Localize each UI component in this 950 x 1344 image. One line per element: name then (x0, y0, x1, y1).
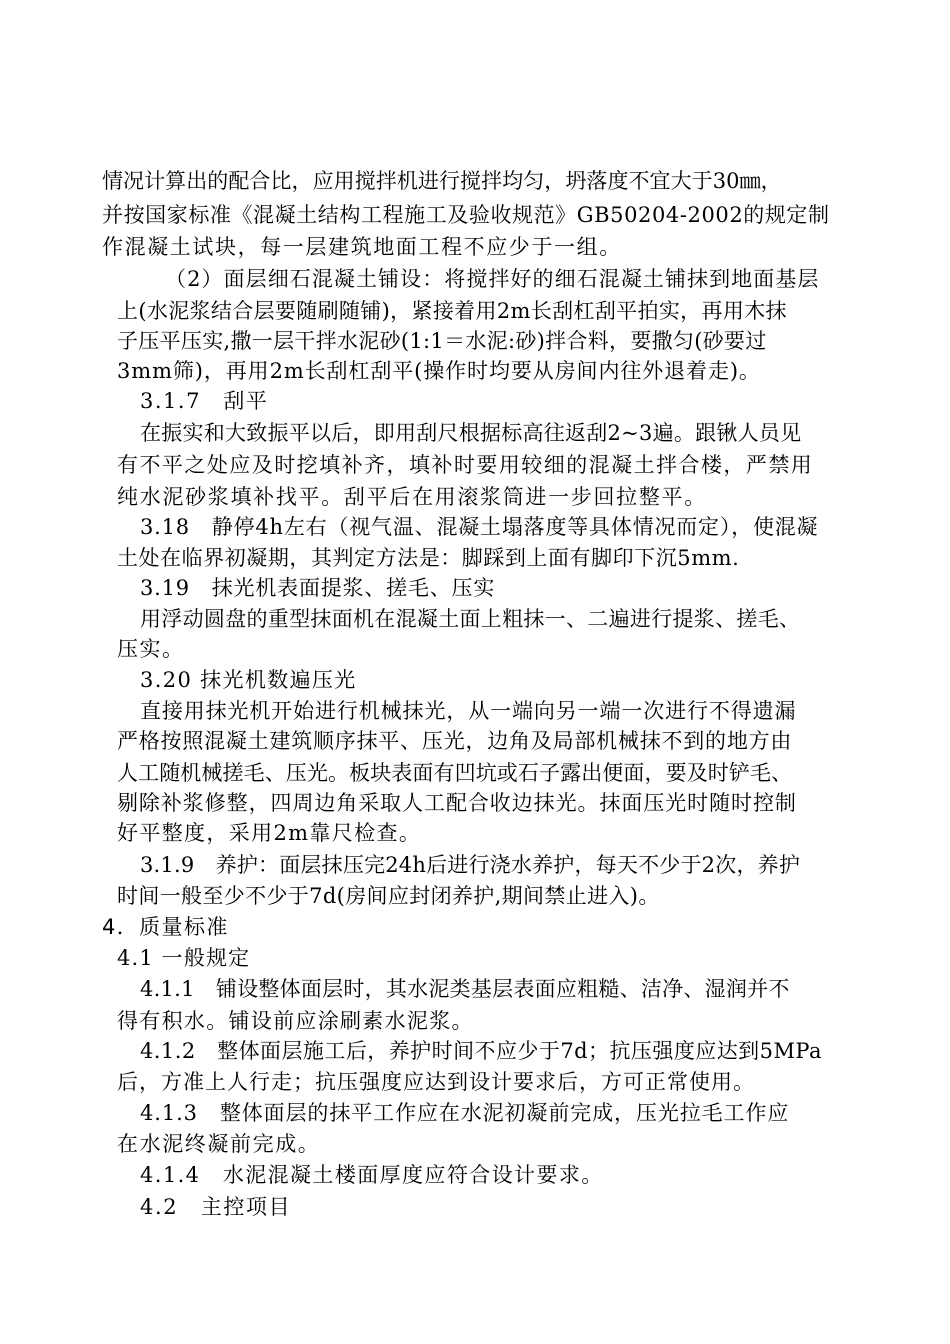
text-line: 4.1.2 整体面层施工后，养护时间不应少于7d；抗压强度应达到5MPa (140, 1039, 823, 1063)
section-heading: 3.19 抹光机表面提浆、搓毛、压实 (140, 576, 496, 600)
text-line: （2）面层细石混凝土铺设：将搅拌好的细石混凝土铺抹到地面基层 (165, 267, 820, 291)
text-line: 纯水泥砂浆填补找平。刮平后在用滚浆筒进一步回拉整平。 (117, 485, 707, 509)
text-line: 后，方准上人行走；抗压强度应达到设计要求后，方可正常使用。 (117, 1070, 755, 1094)
text-line: 情况计算出的配合比，应用搅拌机进行搅拌均匀，坍落度不宜大于30㎜， (102, 169, 782, 193)
text-line: 上(水泥浆结合层要随刷随铺)，紧接着用2m长刮杠刮平拍实，再用木抹 (117, 299, 787, 323)
section-heading: 4.1 一般规定 (117, 946, 251, 970)
text-line: 土处在临界初凝期，其判定方法是：脚踩到上面有脚印下沉5mm. (117, 546, 740, 570)
section-heading: 3.20 抹光机数遍压光 (140, 668, 357, 692)
section-heading: 3.18 静停4h左右（视气温、混凝土塌落度等具体情况而定），使混凝 (140, 515, 819, 539)
text-line: 并按国家标准《混凝土结构工程施工及验收规范》GB50204-2002的规定制 (102, 203, 830, 227)
chapter-heading: 4．质量标准 (102, 915, 229, 939)
text-line: 作混凝土试块，每一层建筑地面工程不应少于一组。 (102, 235, 622, 259)
text-line: 直接用抹光机开始进行机械抹光，从一端向另一端一次进行不得遗漏 (140, 699, 797, 723)
text-line: 3mm筛)，再用2m长刮杠刮平(操作时均要从房间内往外退着走)。 (117, 359, 761, 383)
section-heading: 3.1.7 刮平 (140, 389, 269, 413)
text-line: 人工随机械搓毛、压光。板块表面有凹坑或石子露出便面，要及时铲毛、 (117, 761, 793, 785)
text-line: 4.1.1 铺设整体面层时，其水泥类基层表面应粗糙、洁净、湿润并不 (140, 977, 790, 1001)
text-line: 有不平之处应及时挖填补齐，填补时要用较细的混凝土拌合楼，严禁用 (117, 453, 814, 477)
text-line: 剔除补浆修整，四周边角采取人工配合收边抹光。抹面压光时随时控制 (117, 791, 797, 815)
text-line: 时间一般至少不少于7d(房间应封闭养护,期间禁止进入)。 (117, 884, 660, 908)
text-line: 压实。 (117, 637, 185, 661)
text-line: 4.1.3 整体面层的抹平工作应在水泥初凝前完成，压光拉毛工作应 (140, 1101, 790, 1125)
text-line: 4.1.4 水泥混凝土楼面厚度应符合设计要求。 (140, 1163, 604, 1187)
section-heading: 3.1.9 养护：面层抹压完24h后进行浇水养护，每天不少于2次，养护 (140, 853, 801, 877)
text-line: 在水泥终凝前完成。 (117, 1132, 321, 1156)
section-heading: 4.2 主控项目 (140, 1195, 292, 1219)
text-line: 严格按照混凝土建筑顺序抹平、压光，边角及局部机械抹不到的地方由 (117, 729, 793, 753)
text-line: 用浮动圆盘的重型抹面机在混凝土面上粗抹一、二遍进行提浆、搓毛、 (140, 607, 801, 631)
text-line: 子压平压实,撒一层干拌水泥砂(1:1＝水泥:砂)拌合料，要撒匀(砂要过 (117, 329, 767, 353)
text-line: 好平整度，采用2m靠尺检查。 (117, 821, 422, 845)
text-line: 在振实和大致振平以后，即用刮尺根据标高往返刮2~3遍。跟锹人员见 (140, 421, 802, 445)
text-line: 得有积水。铺设前应涂刷素水泥浆。 (117, 1009, 474, 1033)
